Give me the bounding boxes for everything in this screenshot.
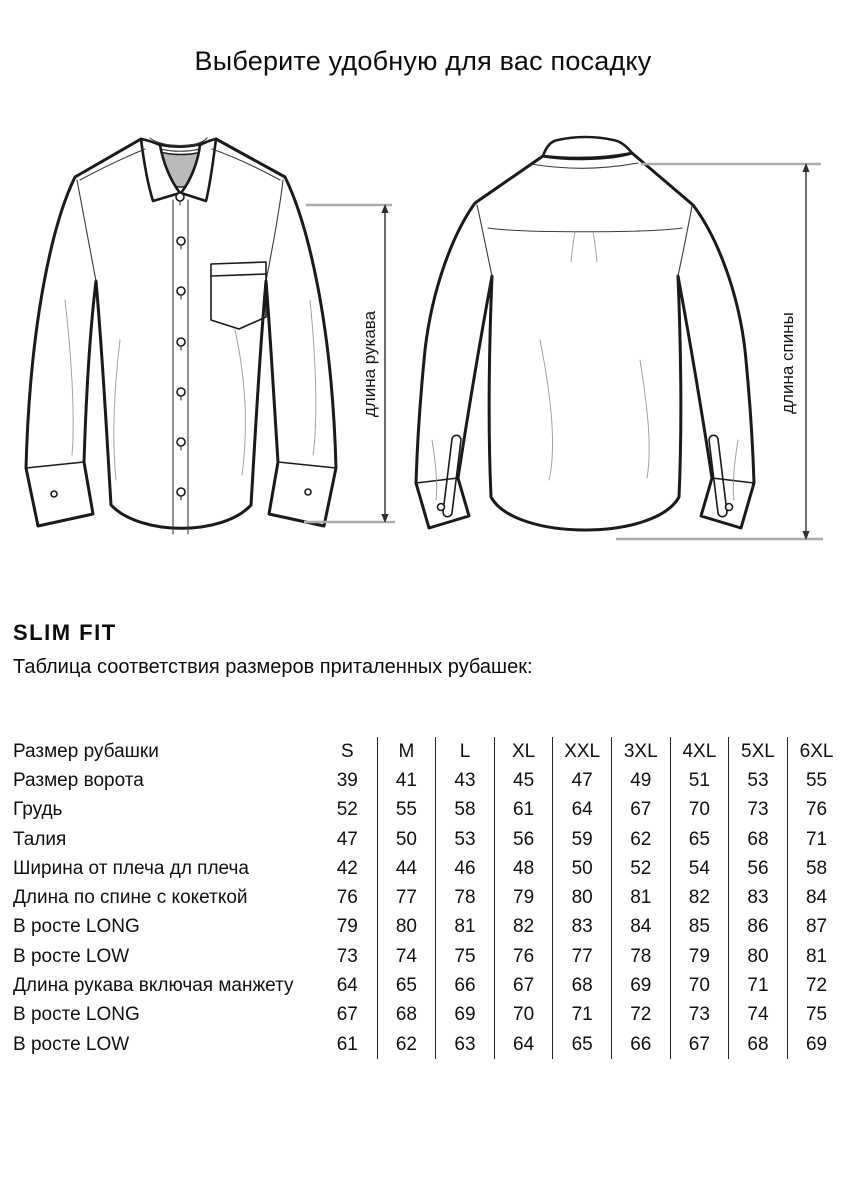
size-value-cell: 66 [435, 971, 494, 1000]
table-row [13, 766, 846, 795]
size-value-cell: 46 [435, 854, 494, 883]
table-row [13, 825, 846, 854]
size-value-cell: 47 [336, 828, 358, 850]
size-column-header: S [340, 740, 354, 762]
size-value-cell: 66 [611, 1030, 670, 1059]
size-value-cell: 58 [787, 854, 846, 883]
size-column-header: 3XL [611, 737, 670, 766]
table-subtitle: Таблица соответствия размеров приталенных рубашек: [13, 656, 533, 678]
size-value-cell: 63 [435, 1030, 494, 1059]
size-value-cell: 51 [670, 766, 729, 795]
size-value-cell: 71 [552, 1001, 611, 1030]
size-value-cell: 84 [611, 913, 670, 942]
size-value-cell: 79 [336, 916, 358, 938]
size-value-cell: 41 [377, 766, 436, 795]
size-value-cell: 81 [787, 942, 846, 971]
size-value-cell: 72 [611, 1001, 670, 1030]
table-row [13, 971, 846, 1000]
size-value-cell: 48 [494, 854, 553, 883]
size-value-cell: 62 [377, 1030, 436, 1059]
table-row [13, 796, 846, 825]
size-column-header: 6XL [787, 737, 846, 766]
size-value-cell: 86 [728, 913, 787, 942]
size-value-cell: 81 [611, 883, 670, 912]
size-value-cell: 65 [552, 1030, 611, 1059]
size-value-cell: 70 [494, 1001, 553, 1030]
size-value-cell: 76 [787, 796, 846, 825]
size-value-cell: 53 [435, 825, 494, 854]
row-label: Длина рукава включая манжету [13, 975, 294, 997]
size-value-cell: 78 [435, 883, 494, 912]
size-value-cell: 67 [336, 1004, 358, 1026]
size-column-header: M [377, 737, 436, 766]
size-value-cell: 49 [611, 766, 670, 795]
size-value-cell: 68 [728, 825, 787, 854]
row-label: Размер ворота [13, 769, 144, 791]
size-column-header: XXL [552, 737, 611, 766]
size-value-cell: 52 [336, 799, 358, 821]
size-value-cell: 78 [611, 942, 670, 971]
size-value-cell: 56 [728, 854, 787, 883]
row-label: Длина по спине с кокеткой [13, 887, 248, 909]
size-value-cell: 68 [377, 1001, 436, 1030]
row-label: Грудь [13, 799, 63, 821]
size-value-cell: 50 [377, 825, 436, 854]
back-length-label: длина спины [777, 312, 797, 414]
size-value-cell: 79 [670, 942, 729, 971]
size-value-cell: 44 [377, 854, 436, 883]
size-value-cell: 73 [670, 1001, 729, 1030]
size-value-cell: 70 [670, 796, 729, 825]
row-label: Размер рубашки [13, 740, 159, 762]
size-value-cell: 72 [787, 971, 846, 1000]
front-shirt-drawing [26, 138, 336, 534]
size-value-cell: 42 [336, 857, 358, 879]
size-table-header-row [13, 737, 846, 766]
size-value-cell: 76 [336, 887, 358, 909]
size-value-cell: 64 [552, 796, 611, 825]
row-label: В росте LOW [13, 945, 130, 967]
size-value-cell: 81 [435, 913, 494, 942]
size-table [13, 737, 846, 1059]
table-row [13, 854, 846, 883]
size-value-cell: 82 [670, 883, 729, 912]
size-value-cell: 85 [670, 913, 729, 942]
row-label: В росте LONG [13, 916, 140, 938]
size-value-cell: 69 [611, 971, 670, 1000]
row-label: Талия [13, 828, 67, 850]
size-table-body [13, 737, 846, 1059]
table-row [13, 913, 846, 942]
table-row [13, 942, 846, 971]
size-value-cell: 53 [728, 766, 787, 795]
size-value-cell: 74 [377, 942, 436, 971]
size-value-cell: 70 [670, 971, 729, 1000]
size-value-cell: 68 [728, 1030, 787, 1059]
size-value-cell: 69 [435, 1001, 494, 1030]
size-value-cell: 64 [494, 1030, 553, 1059]
size-value-cell: 39 [336, 769, 358, 791]
size-value-cell: 76 [494, 942, 553, 971]
size-value-cell: 54 [670, 854, 729, 883]
size-value-cell: 80 [728, 942, 787, 971]
size-value-cell: 45 [494, 766, 553, 795]
back-shirt-drawing [416, 137, 754, 530]
size-value-cell: 50 [552, 854, 611, 883]
size-value-cell: 58 [435, 796, 494, 825]
size-value-cell: 80 [377, 913, 436, 942]
size-value-cell: 75 [435, 942, 494, 971]
size-value-cell: 71 [728, 971, 787, 1000]
page-title: Выберите удобную для вас посадку [194, 46, 652, 76]
size-value-cell: 64 [336, 975, 358, 997]
size-value-cell: 83 [552, 913, 611, 942]
size-value-cell: 75 [787, 1001, 846, 1030]
sleeve-length-label: длина рукава [359, 310, 379, 418]
size-value-cell: 43 [435, 766, 494, 795]
size-value-cell: 79 [494, 883, 553, 912]
size-value-cell: 68 [552, 971, 611, 1000]
size-column-header: 5XL [728, 737, 787, 766]
size-value-cell: 74 [728, 1001, 787, 1030]
size-value-cell: 67 [611, 796, 670, 825]
size-value-cell: 61 [336, 1033, 358, 1055]
row-label: Ширина от плеча дл плеча [13, 857, 249, 879]
size-value-cell: 71 [787, 825, 846, 854]
size-value-cell: 61 [494, 796, 553, 825]
size-value-cell: 67 [670, 1030, 729, 1059]
size-value-cell: 69 [787, 1030, 846, 1059]
table-row [13, 1001, 846, 1030]
size-value-cell: 73 [728, 796, 787, 825]
size-value-cell: 56 [494, 825, 553, 854]
size-column-header: XL [494, 737, 553, 766]
size-value-cell: 47 [552, 766, 611, 795]
size-value-cell: 77 [377, 883, 436, 912]
size-value-cell: 52 [611, 854, 670, 883]
size-value-cell: 67 [494, 971, 553, 1000]
size-value-cell: 80 [552, 883, 611, 912]
size-value-cell: 77 [552, 942, 611, 971]
size-value-cell: 84 [787, 883, 846, 912]
size-value-cell: 82 [494, 913, 553, 942]
size-value-cell: 83 [728, 883, 787, 912]
size-column-header: 4XL [670, 737, 729, 766]
size-value-cell: 65 [377, 971, 436, 1000]
size-value-cell: 73 [336, 945, 358, 967]
size-column-header: L [435, 737, 494, 766]
size-value-cell: 55 [377, 796, 436, 825]
row-label: В росте LOW [13, 1033, 130, 1055]
fit-heading: SLIM FIT [13, 620, 117, 645]
size-value-cell: 55 [787, 766, 846, 795]
size-value-cell: 62 [611, 825, 670, 854]
size-value-cell: 87 [787, 913, 846, 942]
table-row [13, 883, 846, 912]
size-value-cell: 59 [552, 825, 611, 854]
row-label: В росте LONG [13, 1004, 140, 1026]
table-row [13, 1030, 846, 1059]
size-value-cell: 65 [670, 825, 729, 854]
